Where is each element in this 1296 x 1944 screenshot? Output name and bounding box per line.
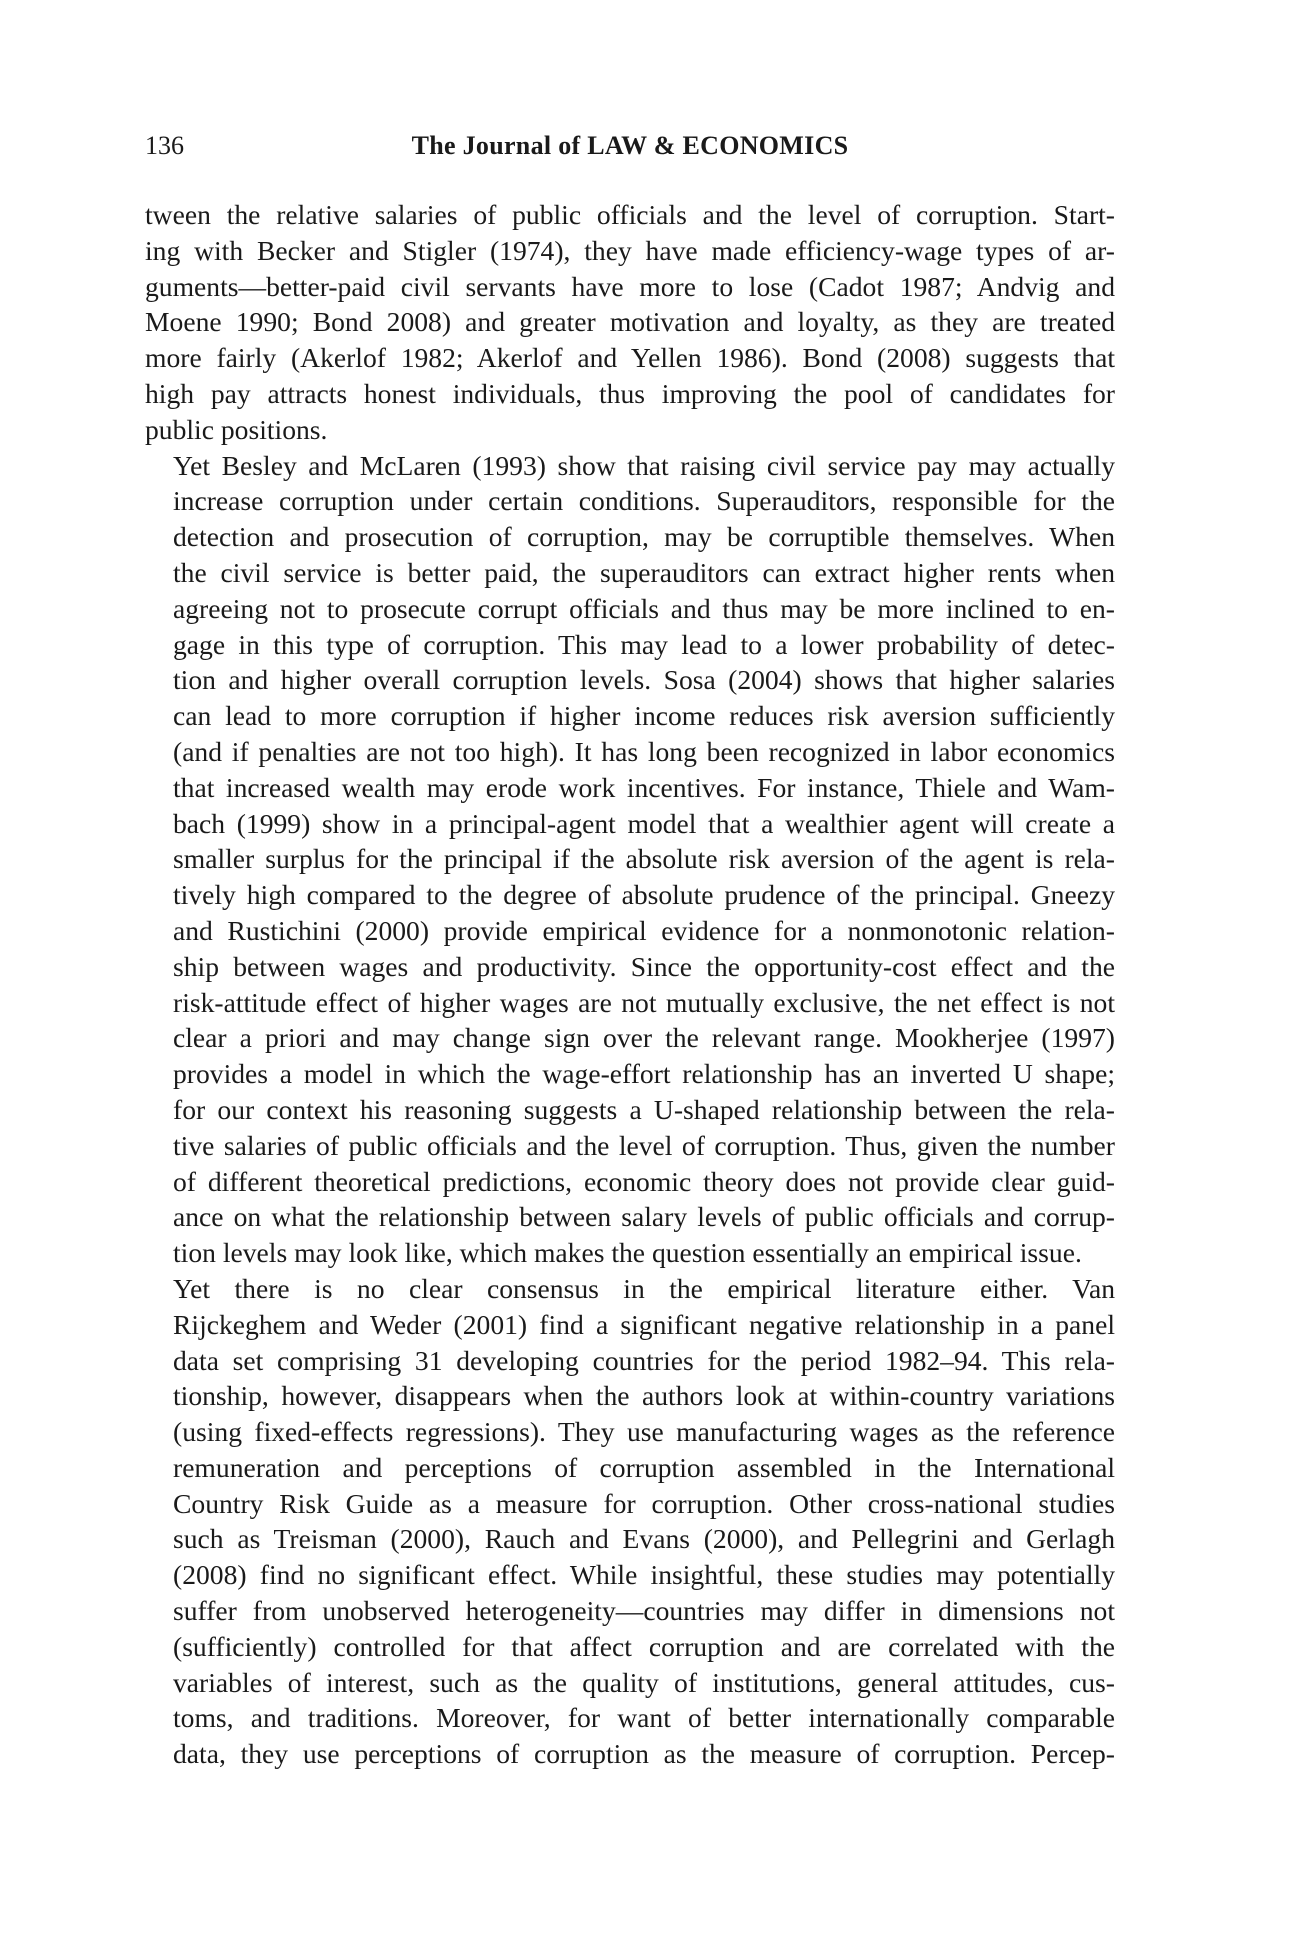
text-line: (and if penalties are not too high). It has long been recognized in labor economics (173, 735, 1115, 767)
text-line: tween the relative salaries of public officials and the level of corruption. Start- (145, 199, 1115, 230)
text-line: ship between wages and productivity. Since the opportunity-cost effect and the (173, 950, 1115, 982)
text-line: high pay attracts honest individuals, thus improving the pool of candidates for (145, 377, 1115, 409)
text-line: Rijckeghem and Weder (2001) find a significant negative relationship in a panel (173, 1308, 1115, 1340)
text-line: increase corruption under certain conditions. Superauditors, responsible for the (173, 485, 1115, 517)
text-line: risk-attitude effect of higher wages are not mutually exclusive, the net effect is not (173, 986, 1115, 1018)
text-line: more fairly (Akerlof 1982; Akerlof and Yellen 1986). Bond (2008) suggests that (145, 342, 1115, 374)
text-line: data, they use perceptions of corruption as the measure of corruption. Percep- (173, 1738, 1115, 1770)
text-line: provides a model in which the wage-effort relationship has an inverted U shape; (173, 1058, 1115, 1090)
text-line: and Rustichini (2000) provide empirical evidence for a nonmonotonic relation- (173, 914, 1115, 946)
text-line: public positions. (145, 413, 328, 445)
text-line: ing with Becker and Stigler (1974), they have made efficiency-wage types of ar- (145, 234, 1115, 266)
text-line: Yet there is no clear consensus in the empirical literature either. Van (173, 1272, 1115, 1304)
journal-title: The Journal of LAW & ECONOMICS (411, 131, 849, 160)
text-line: bach (1999) show in a principal-agent model that a wealthier agent will create a (173, 807, 1115, 839)
page-number: 136 (145, 131, 184, 160)
text-line: Moene 1990; Bond 2008) and greater motivation and loyalty, as they are treated (145, 306, 1115, 338)
text-line: data set comprising 31 developing countries for the period 1982–94. This rela- (173, 1344, 1115, 1376)
text-line: Yet Besley and McLaren (1993) show that raising civil service pay may actually (173, 449, 1115, 481)
text-line: tion levels may look like, which makes the question essentially an empirical issue. (173, 1237, 1082, 1269)
text-line: (2008) find no significant effect. While insightful, these studies may potentially (173, 1559, 1115, 1591)
text-line: for our context his reasoning suggests a U-shaped relationship between the rela- (173, 1093, 1115, 1125)
text-line: tion and higher overall corruption levels. Sosa (2004) shows that higher salaries (173, 664, 1115, 696)
text-line: guments—better-paid civil servants have more to lose (Cadot 1987; Andvig and (145, 270, 1115, 302)
text-line: that increased wealth may erode work incentives. For instance, Thiele and Wam- (173, 771, 1115, 803)
text-line: (using fixed-effects regressions). They use manufacturing wages as the reference (173, 1416, 1115, 1448)
text-line: variables of interest, such as the quality of institutions, general attitudes, cus- (173, 1666, 1115, 1698)
text-line: of different theoretical predictions, economic theory does not provide clear guid- (173, 1165, 1115, 1197)
text-line: tively high compared to the degree of absolute prudence of the principal. Gneezy (173, 879, 1115, 911)
text-line: smaller surplus for the principal if the absolute risk aversion of the agent is rela- (173, 843, 1115, 875)
paragraph (145, 448, 1115, 1271)
text-line: can lead to more corruption if higher income reduces risk aversion sufficiently (173, 700, 1115, 732)
text-line: detection and prosecution of corruption, may be corruptible themselves. When (173, 521, 1115, 553)
text-line: ance on what the relationship between salary levels of public officials and corrup- (173, 1201, 1115, 1233)
paragraph (145, 197, 1115, 448)
text-line: agreeing not to prosecute corrupt officials and thus may be more inclined to en- (173, 592, 1115, 624)
text-line: the civil service is better paid, the superauditors can extract higher rents when (173, 556, 1115, 588)
text-line: such as Treisman (2000), Rauch and Evans (2000), and Pellegrini and Gerlagh (173, 1523, 1115, 1555)
text-line: clear a priori and may change sign over the relevant range. Mookherjee (1997) (173, 1022, 1115, 1054)
text-line: suffer from unobserved heterogeneity—countries may differ in dimensions not (173, 1595, 1115, 1627)
text-line: toms, and traditions. Moreover, for want of better internationally comparable (173, 1702, 1115, 1734)
text-line: Country Risk Guide as a measure for corruption. Other cross-national studies (173, 1487, 1115, 1519)
text-line: (sufficiently) controlled for that affect corruption and are correlated with the (173, 1630, 1115, 1662)
paragraph (145, 1271, 1115, 1772)
text-line: tive salaries of public officials and the level of corruption. Thus, given the number (173, 1129, 1115, 1161)
body-text (145, 197, 1115, 1772)
running-head (145, 128, 1115, 164)
text-line: tionship, however, disappears when the authors look at within-country variations (173, 1380, 1115, 1412)
text-line: remuneration and perceptions of corruption assembled in the International (173, 1451, 1115, 1483)
text-line: gage in this type of corruption. This may lead to a lower probability of detec- (173, 628, 1115, 660)
